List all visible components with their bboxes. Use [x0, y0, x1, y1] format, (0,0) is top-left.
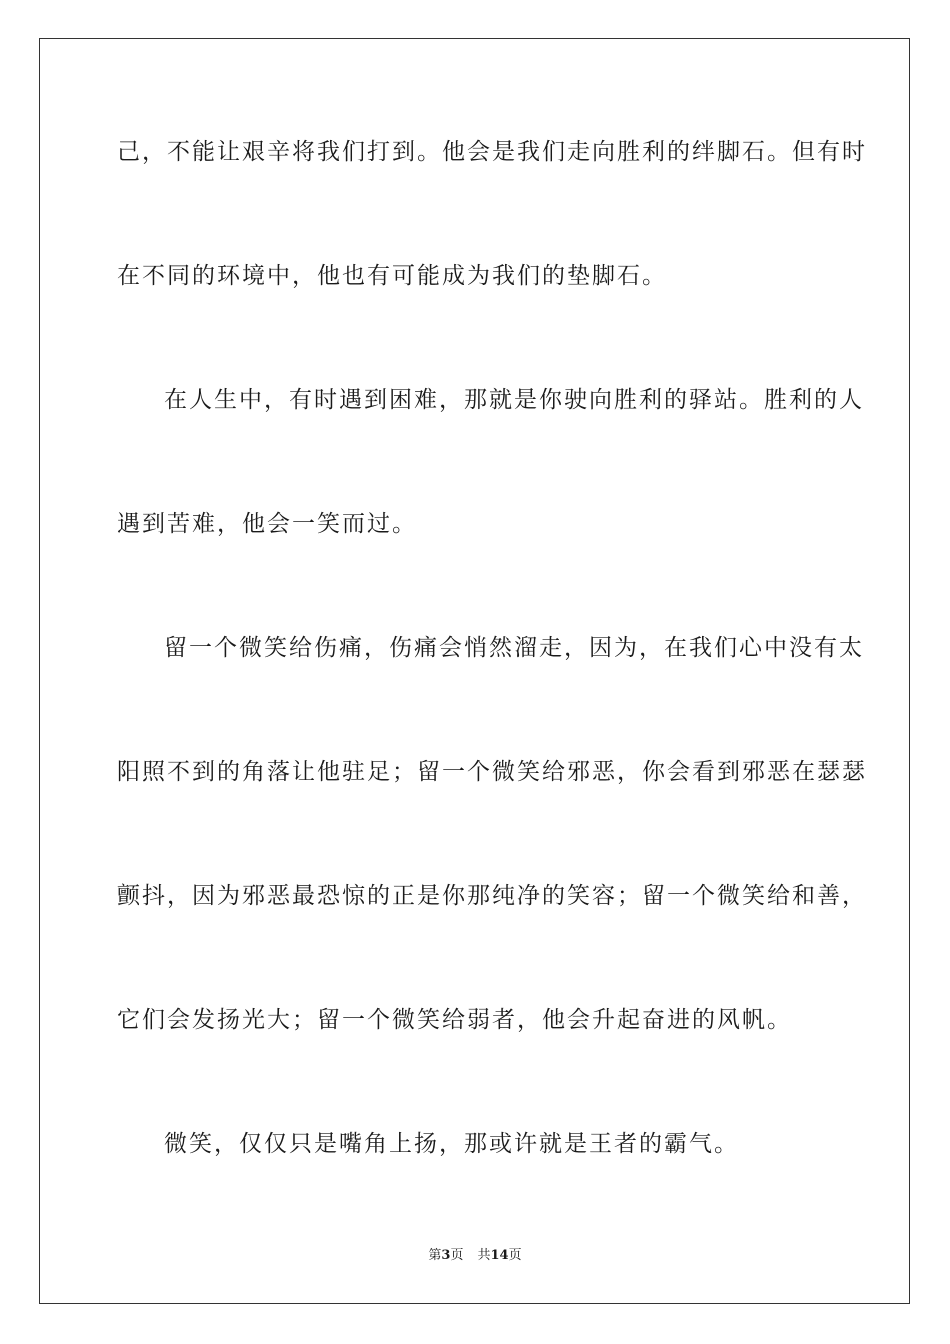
paragraph-line: 颤抖，因为邪恶最恐惊的正是你那纯净的笑容；留一个微笑给和善， [117, 883, 867, 909]
total-suffix: 页 [508, 1248, 522, 1263]
total-prefix: 共 [477, 1248, 491, 1263]
total-pages: 14 [490, 1248, 509, 1263]
paragraph-line: 己，不能让艰辛将我们打到。他会是我们走向胜利的绊脚石。但有时 [117, 139, 867, 165]
paragraph-line: 在人生中，有时遇到困难，那就是你驶向胜利的驿站。胜利的人 [164, 387, 864, 413]
page-prefix: 第 [428, 1248, 442, 1263]
paragraph-line: 它们会发扬光大；留一个微笑给弱者，他会升起奋进的风帆。 [117, 1007, 792, 1033]
page-number: 3 [441, 1248, 451, 1263]
paragraph-line: 在不同的环境中，他也有可能成为我们的垫脚石。 [117, 263, 667, 289]
page-footer [0, 1247, 950, 1265]
page-suffix: 页 [450, 1248, 464, 1263]
paragraph-line: 微笑，仅仅只是嘴角上扬，那或许就是王者的霸气。 [164, 1131, 739, 1157]
page-frame [39, 38, 910, 1304]
paragraph-line: 留一个微笑给伤痛，伤痛会悄然溜走，因为，在我们心中没有太 [164, 635, 864, 661]
paragraph-line: 遇到苦难，他会一笑而过。 [117, 511, 417, 537]
paragraph-line: 阳照不到的角落让他驻足；留一个微笑给邪恶，你会看到邪恶在瑟瑟 [117, 759, 867, 785]
